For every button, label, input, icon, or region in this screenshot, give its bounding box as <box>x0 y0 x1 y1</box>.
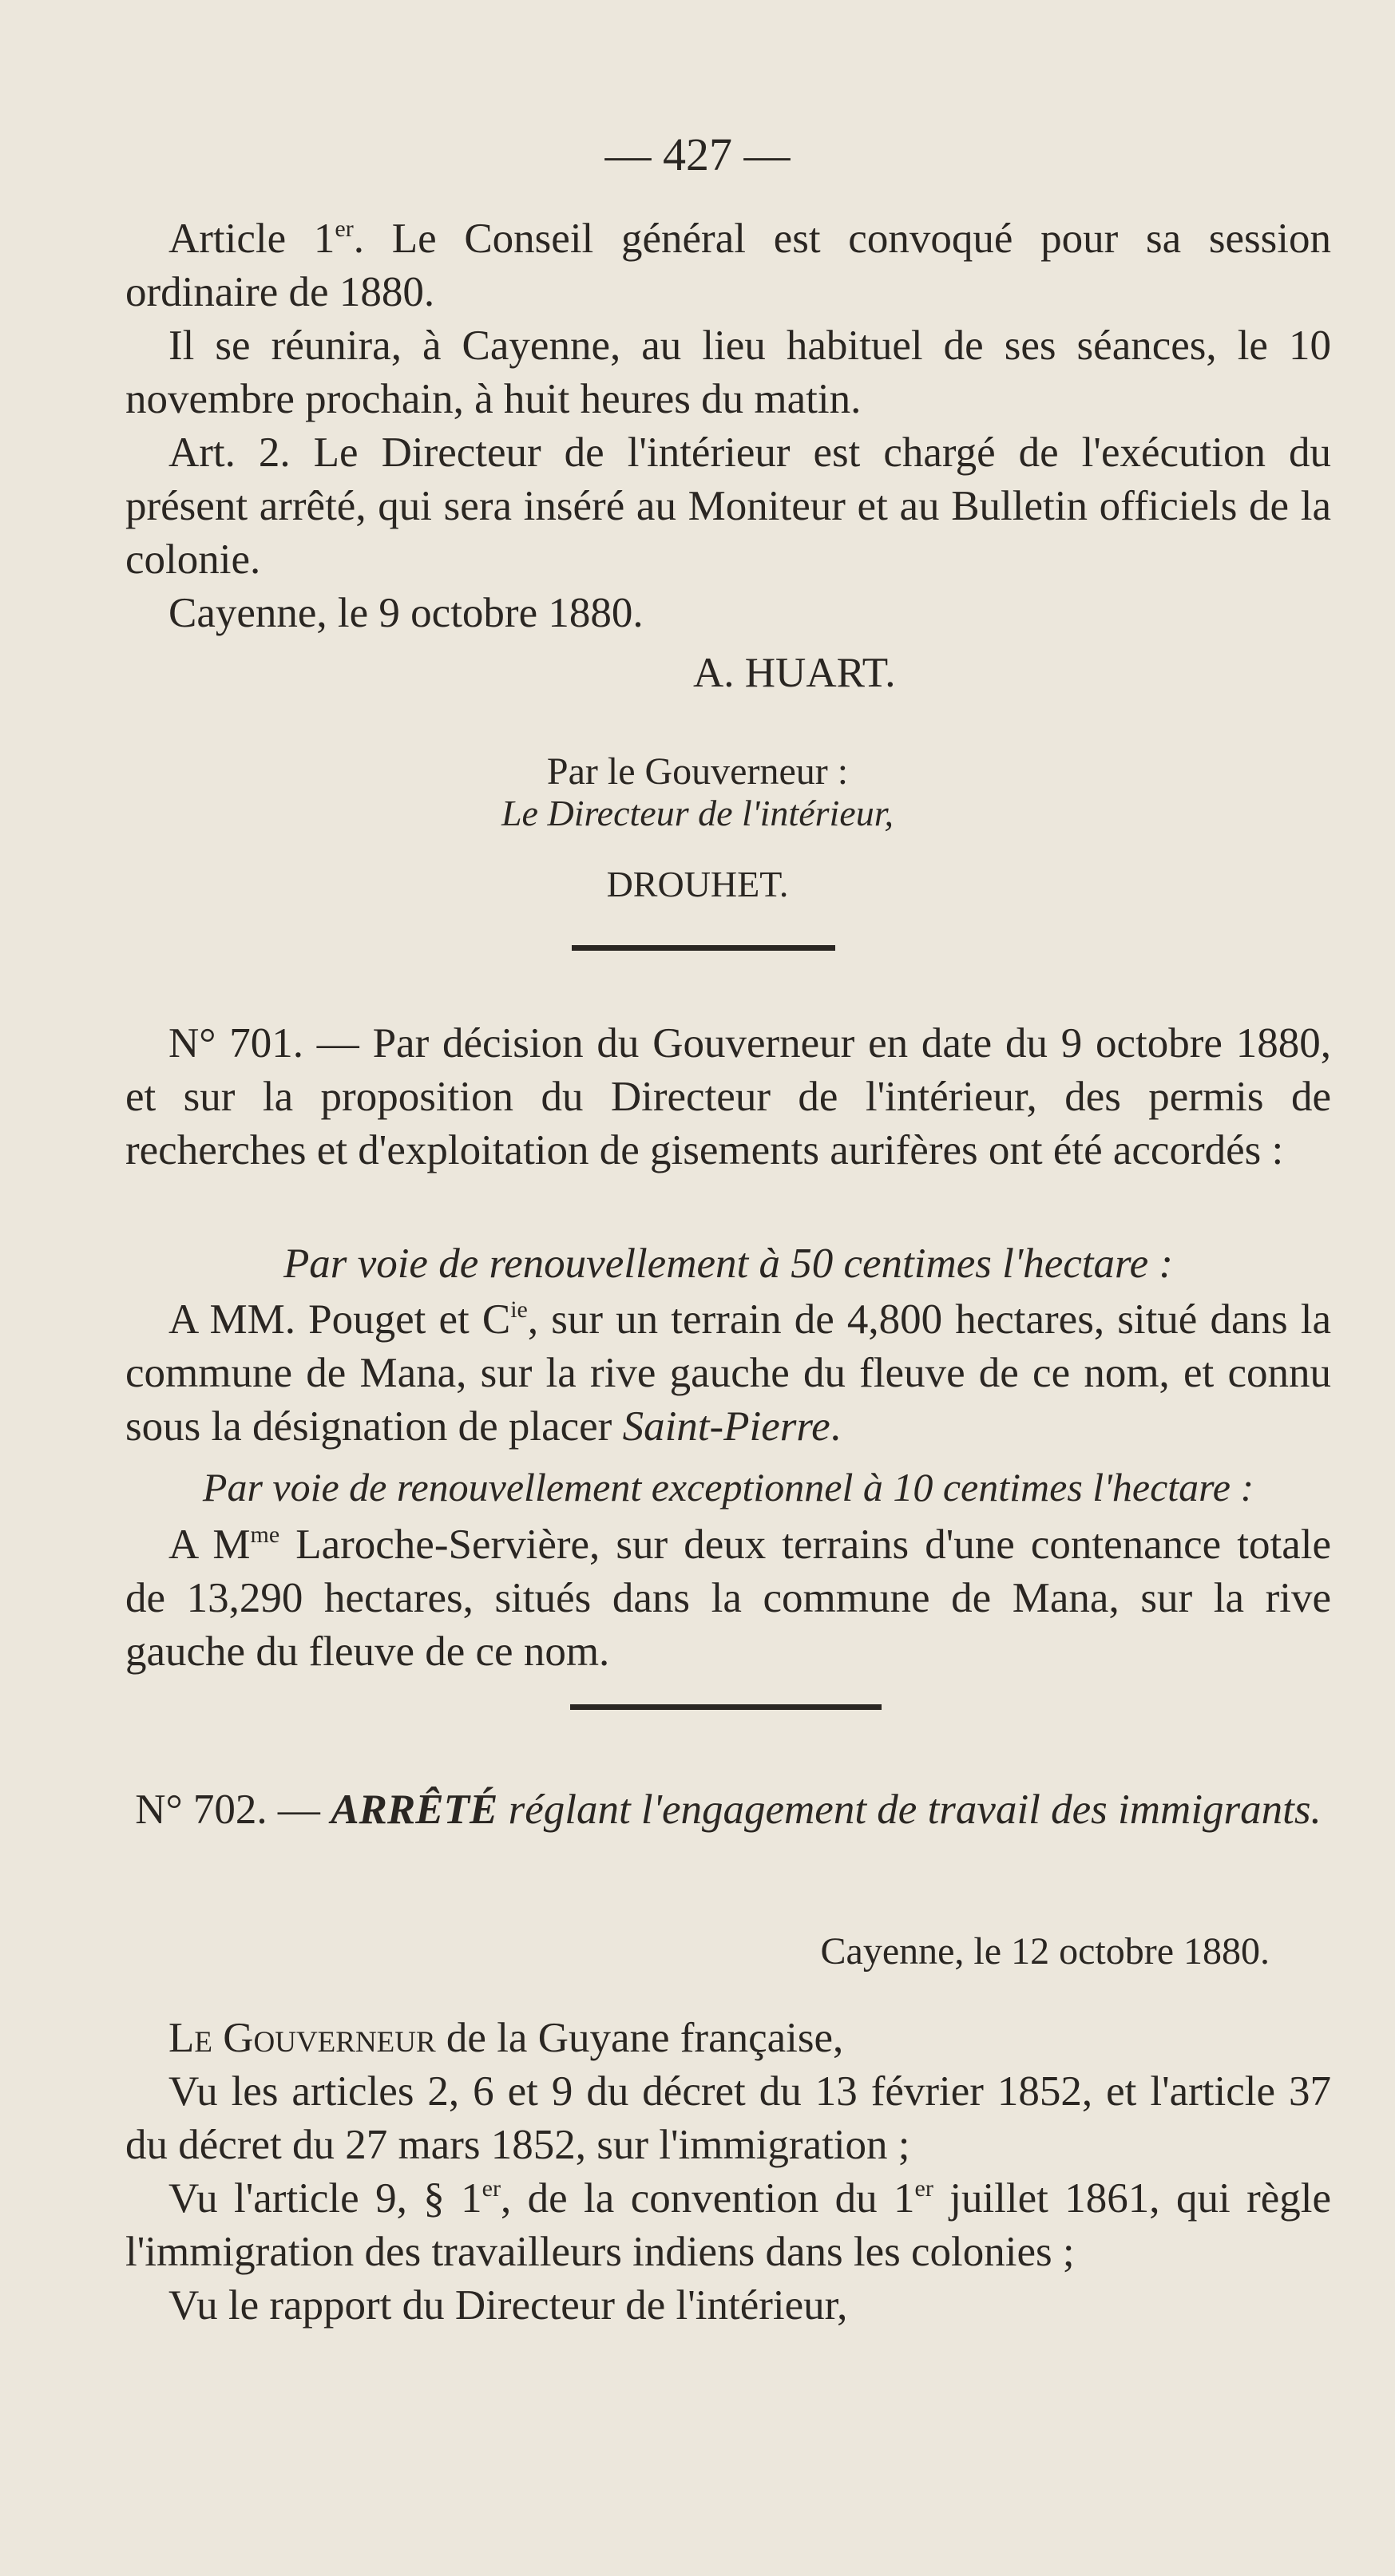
decision-701-grant-2: A $M^{me}$ Laroche-Servière, sur deux terrains d'une contenance totale de 13,290 hectares, situés dans la commune de Mana, sur la rive gauche du fleuve de ce nom. <box>125 1521 1331 1675</box>
decision-701 <box>125 1017 1331 1177</box>
separator-rule <box>570 1704 882 1710</box>
page-number: — 427 — <box>604 129 791 180</box>
decision-701-heading-1: Par voie de renouvellement à 50 centimes l'hectare : <box>283 1241 1174 1287</box>
arrete-702-preamble <box>125 2012 1331 2333</box>
decision-701-heading-2: Par voie de renouvellement exceptionnel à 10 centimes l'hectare : <box>202 1465 1254 1510</box>
article-1: Article 1er. Le Conseil général est convoqué pour sa session ordinaire de 1880. <box>125 216 1331 315</box>
opening: Le Gouverneur de la Guyane française, <box>168 2015 844 2061</box>
separator-rule <box>572 945 835 951</box>
decision-701-intro: N° 701. — Par décision du Gouverneur en date du 9 octobre 1880, et sur la proposition du Directeur de l'intérieur, des permis de recherches et d'exploitation de gisements aurifères ont été accordés : <box>125 1020 1331 1173</box>
director-name: DROUHET. <box>606 864 789 904</box>
article-1-paragraph-2: Il se réunira, à Cayenne, au lieu habituel de ses séances, le 10 novembre prochain, à huit heures du matin. <box>125 322 1331 422</box>
considerant-2: Vu l'article 9, § 1er, de la convention du 1er juillet 1861, qui règle l'immigration des travailleurs indiens dans les colonies ; <box>125 2175 1331 2275</box>
considerant-1: Vu les articles 2, 6 et 9 du décret du 13 février 1852, et l'article 37 du décret du 27 mars 1852, sur l'immigration ; <box>125 2068 1331 2168</box>
arrete-continuation <box>125 212 1331 640</box>
placer-name: Saint-Pierre <box>622 1403 830 1450</box>
director-title: Le Directeur de l'intérieur, <box>501 793 894 833</box>
dateline: Cayenne, le 9 octobre 1880. <box>168 590 644 636</box>
decision-701-grant-1: A MM. Pouget et $C^{ie}$, sur un terrain de 4,800 hectares, situé dans la commune de Mana, sur la rive gauche du fleuve de ce nom, et connu sous la désignation de placer Saint-Pierre. <box>125 1296 1331 1450</box>
by-the-governor: Par le Gouverneur : <box>546 750 849 793</box>
signature-governor: A. HUART. <box>693 650 896 696</box>
arrete-702-dateline: Cayenne, le 12 octobre 1880. <box>820 1930 1270 1973</box>
arrete-702-title: N° 702. — ARRÊTÉ réglant l'engagement de travail des immigrants. <box>135 1787 1322 1833</box>
article-2: Art. 2. Le Directeur de l'intérieur est chargé de l'exécution du présent arrêté, qui sera inséré au Moniteur et au Bulletin officiels de la colonie. <box>125 429 1331 583</box>
considerant-3: Vu le rapport du Directeur de l'intérieur, <box>168 2282 848 2329</box>
